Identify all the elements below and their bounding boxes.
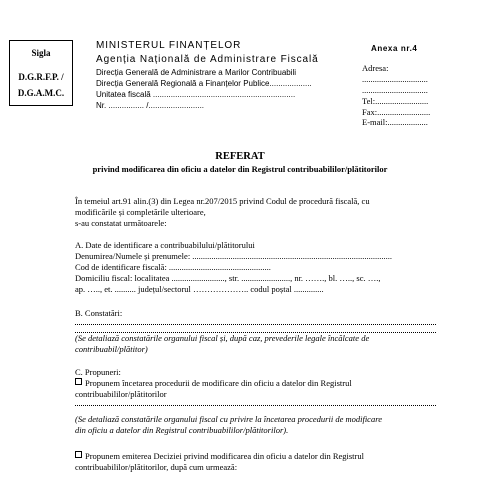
fiscal-unit: Unitatea fiscală ................................................................ — [96, 90, 296, 99]
section-b-note-1: (Se detaliază constatările organului fiscal și, după caz, prevederile legale încălcate de — [75, 333, 370, 343]
registration-number: Nr. ................ /......................... — [96, 101, 205, 110]
sigla-box — [9, 40, 73, 106]
intro-line-2: modificările și completările ulterioare, — [75, 207, 206, 217]
section-b-title: B. Constatări: — [75, 308, 123, 318]
section-c-note-1: (Se detaliază constatările organului fiscal cu privire la încetarea procedurii de modificare — [75, 414, 382, 424]
fax-field: Fax:......................... — [362, 107, 431, 117]
sigla-line-1: D.G.R.F.P. / — [18, 72, 64, 82]
address-line-2: ............................... — [362, 85, 428, 95]
sigla-title: Sigla — [31, 48, 51, 58]
proposal-issue-decision — [75, 451, 364, 461]
ministry-name: MINISTERUL FINANȚELOR — [96, 40, 242, 51]
annex-label: Anexa nr.4 — [371, 44, 418, 53]
section-c-title: C. Propuneri: — [75, 367, 121, 377]
document-subtitle: privind modificarea din oficiu a datelor din Registrul contribuabililor/plătitorilor — [92, 164, 388, 174]
apartment-county-field: ap. ….., et. .......... județul/sectorul ……………….. codul poștal .............. — [75, 284, 324, 294]
proposal-issue-decision-label: Propunem emiterea Deciziei privind modificarea din oficiu a datelor din Registrul — [85, 451, 364, 461]
fiscal-domicile-field: Domiciliu fiscal: localitatea ........................., str. ......................., nr. ……., bl. ….., sc. …., — [75, 273, 381, 283]
email-field: E-mail:................... — [362, 117, 428, 127]
taxpayer-name-field: Denumirea/Numele și prenumele: .............................................................................................. — [75, 251, 393, 261]
address-label: Adresa: — [362, 63, 389, 73]
section-a-title: A. Date de identificare a contribuabilului/plătitorului — [75, 240, 255, 250]
proposal-terminate-label: Propunem încetarea procedurii de modificare din oficiu a datelor din Registrul — [85, 378, 352, 388]
section-c-note-2: din oficiu a datelor din Registrul contribuabililor/plătitorilor). — [75, 425, 289, 435]
intro-line-3: s-au constatat următoarele: — [75, 218, 167, 228]
intro-line-1: În temeiul art.91 alin.(3) din Legea nr.207/2015 privind Codul de procedură fiscală, cu — [75, 196, 370, 206]
phone-field: Tel:......................... — [362, 96, 429, 106]
agency-name: Agenția Națională de Administrare Fiscală — [96, 54, 319, 65]
directorate-mc: Direcția Generală de Administrare a Marilor Contribuabili — [96, 68, 297, 77]
proposal-issue-decision-line-2: contribuabililor/plătitorilor, după cum urmează: — [75, 462, 238, 472]
findings-line-1 — [75, 324, 436, 325]
directorate-regional: Direcția Generală Regională a Finanțelor Publice................... — [96, 79, 312, 88]
address-line-1: ............................... — [362, 74, 428, 84]
proposal-terminate-line-2: contribuabililor/plătitorilor — [75, 389, 167, 399]
tax-id-field: Cod de identificare fiscală: ................................................ — [75, 262, 271, 272]
checkbox-issue-decision[interactable] — [75, 451, 82, 458]
proposal-terminate — [75, 378, 352, 388]
termination-details-line — [75, 405, 436, 406]
checkbox-terminate[interactable] — [75, 378, 82, 385]
section-b-note-2: contribuabil/plătitor) — [75, 344, 148, 354]
sigla-line-2: D.G.A.M.C. — [17, 88, 65, 98]
document-title: REFERAT — [215, 151, 265, 162]
